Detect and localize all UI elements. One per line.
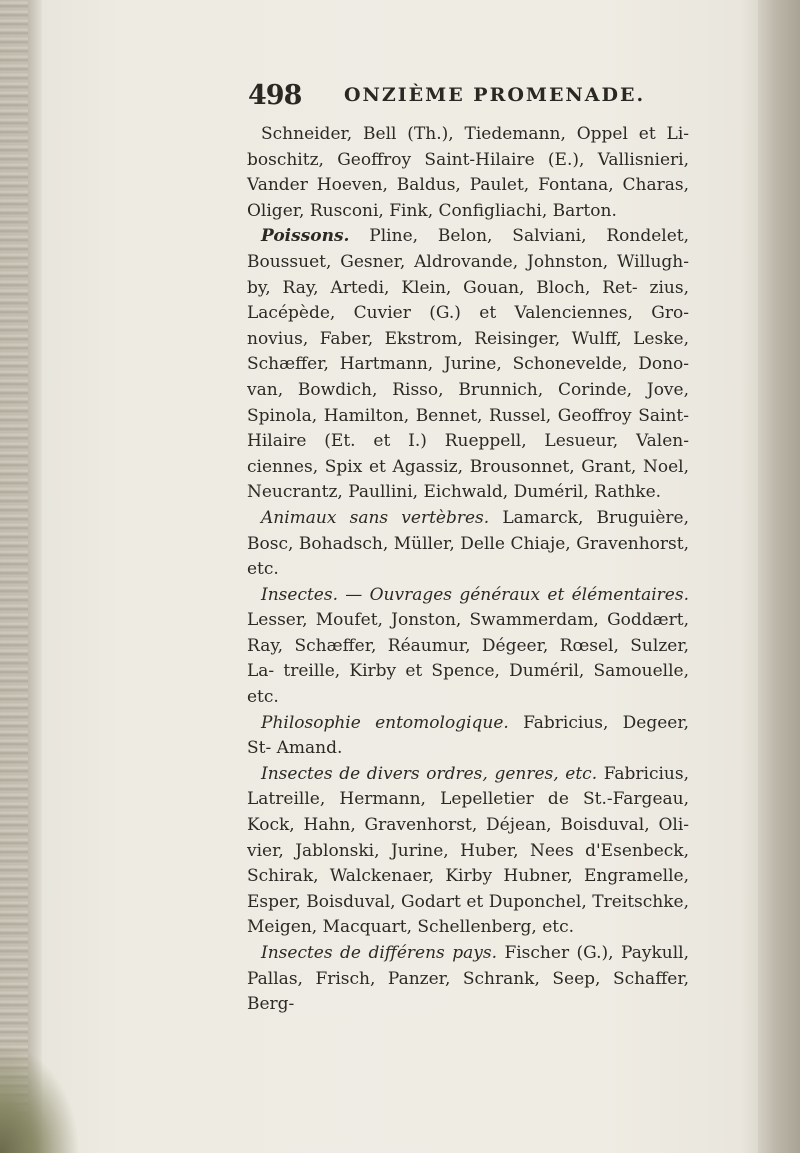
body-text: [247, 122, 689, 1018]
facing-page-edge: [758, 0, 800, 1153]
paragraph-lead: Insectes de divers ordres, genres, etc.: [261, 763, 598, 784]
page-header: [248, 80, 688, 120]
paragraph-insectes-divers: [247, 762, 689, 941]
paragraph-lead: Poissons.: [261, 226, 350, 247]
paragraph-lead: Insectes de différens pays.: [261, 943, 497, 963]
binding-edge-left: [0, 0, 28, 1153]
page-stain: [0, 1043, 80, 1153]
paragraph-poissons: [247, 224, 689, 506]
binding-shadow-left: [28, 0, 42, 1153]
paragraph-text: Lesser, Moufet, Jonston, Swammerdam, Goddært, Ray, Schæffer, Réaumur, Dégeer, Rœsel, Sulzer, La- treille, Kirby et Spence, Duméril, Samouelle, etc.: [247, 610, 689, 708]
paragraph-lead: Insectes. — Ouvrages généraux et élémentaires.: [261, 584, 689, 605]
paragraph-philosophie: [247, 711, 689, 762]
paragraph-text: Fabricius, Latreille, Hermann, Lepelletier de St.-Fargeau, Kock, Hahn, Gravenhorst, Déjean, Boisduval, Oli- vier, Jablonski, Jurine, Huber, Nees d'Esenbeck, Schirak, Walckenaer, Kirby Hubner, Engramelle, Esper, Boisduval, Godart et Duponchel, Treitschke, Meigen, Macquart, Schellenberg, etc.: [247, 763, 689, 938]
paragraph-animaux: [247, 506, 689, 583]
paragraph-text: Fischer (G.), Paykull, Pallas, Frisch, Panzer, Schrank, Seep, Schaffer, Berg-: [247, 943, 689, 1015]
paragraph-text: Pline, Belon, Salviani, Rondelet, Boussuet, Gesner, Aldrovande, Johnston, Willugh- by, Ray, Artedi, Klein, Gouan, Bloch, Ret- zius, Lacépède, Cuvier (G.) et Valenciennes, Gro- novius, Faber, Ekstrom, Reisinger, Wulff, Leske, Schæffer, Hartmann, Jurine, Schonevelde, Dono- van, Bowdich, Risso, Brunnich, Corinde, Jove, Spinola, Hamilton, Bennet, Russel, Geoffroy Saint- Hilaire (Et. et I.) Rueppell, Lesueur, Valen- ciennes, Spix et Agassiz, Brousonnet, Grant, Noel, Neucrantz, Paullini, Eichwald, Duméril, Rathke.: [247, 226, 689, 503]
paragraph-lead: Philosophie entomologique.: [261, 712, 509, 733]
paragraph-continuation: [247, 122, 689, 224]
paragraph-insectes-generaux: [247, 583, 689, 711]
paragraph-text: Schneider, Bell (Th.), Tiedemann, Oppel et Li- boschitz, Geoffroy Saint-Hilaire (E.), Vallisnieri, Vander Hoeven, Baldus, Paulet, Fontana, Charas, Oliger, Rusconi, Fink, Configliachi, Barton.: [247, 124, 689, 221]
running-title: ONZIÈME PROMENADE.: [344, 84, 646, 106]
paragraph-text: Fabricius, Degeer, St- Amand.: [247, 712, 689, 759]
paragraph-insectes-pays: [247, 941, 689, 1018]
paragraph-lead: Animaux sans vertèbres.: [261, 507, 490, 528]
paragraph-text: Lamarck, Bruguière, Bosc, Bohadsch, Müller, Delle Chiaje, Gravenhorst, etc.: [247, 507, 689, 580]
page-number: 498: [248, 80, 302, 111]
